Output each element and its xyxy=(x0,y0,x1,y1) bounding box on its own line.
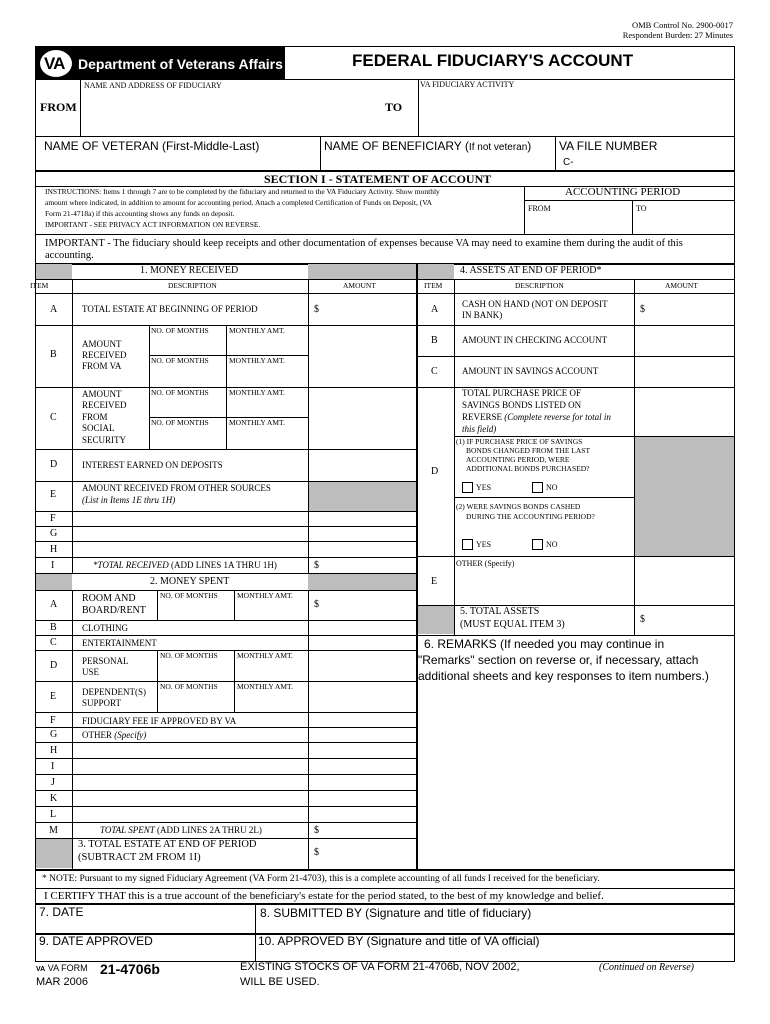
period-from-field[interactable] xyxy=(528,216,628,232)
fiduciary-agreement-note: * NOTE: Pursuant to my signed Fiduciary Agreement (VA Form 21-4703), this is a complete accounting of all funds I received for the beneficiary. xyxy=(42,874,600,884)
approved-by-signature-field[interactable] xyxy=(260,948,730,960)
beneficiary-name-label: NAME OF BENEFICIARY (If not veteran) xyxy=(324,139,532,153)
spent-item-a-desc-1: ROOM AND xyxy=(82,593,136,604)
spent-a-monthly-label: MONTHLY AMT. xyxy=(237,591,293,600)
bonds-question-1-line-2: BONDS CHANGED FROM THE LAST xyxy=(466,446,591,455)
received-c-monthly-label-1: MONTHLY AMT. xyxy=(229,388,285,397)
received-b-monthly-label-1: MONTHLY AMT. xyxy=(229,326,285,335)
received-item-e-desc-2: (List in Items 1E thru 1H) xyxy=(82,495,176,505)
spent-item-a-letter: A xyxy=(50,599,58,610)
agency-name: Department of Veterans Affairs xyxy=(78,56,283,72)
money-spent-title: 2. MONEY SPENT xyxy=(150,576,230,587)
spent-item-b-letter: B xyxy=(50,622,57,633)
spent-item-e-desc-1: DEPENDENT(S) xyxy=(82,687,146,697)
spent-item-j-amount-field[interactable] xyxy=(311,775,414,789)
total-estate-line-2: (SUBTRACT 2M FROM 1I) xyxy=(78,852,201,863)
submitted-by-label: 8. SUBMITTED BY (Signature and title of fiduciary) xyxy=(260,906,532,920)
spent-d-monthly-label: MONTHLY AMT. xyxy=(237,651,293,660)
existing-stocks-line-2: WILL BE USED. xyxy=(240,976,320,988)
remarks-label-line-3: additional sheets and key responses to item numbers.) xyxy=(418,669,709,683)
received-item-g-amount-field[interactable] xyxy=(311,527,414,540)
veteran-name-field[interactable] xyxy=(40,154,315,168)
bonds-question-1-line-3: ACCOUNTING PERIOD, WERE xyxy=(466,455,570,464)
assets-amount-header: AMOUNT xyxy=(665,281,698,290)
received-item-a-dollar: $ xyxy=(314,304,319,315)
spent-item-h-letter: H xyxy=(50,745,58,756)
spent-item-d-desc-2: USE xyxy=(82,667,100,677)
important-note-line-2: accounting. xyxy=(45,250,94,261)
received-item-c-desc-4: SOCIAL xyxy=(82,423,115,433)
form-number: 21-4706b xyxy=(100,961,160,977)
received-item-h-letter: H xyxy=(50,544,58,555)
from-label: FROM xyxy=(40,100,77,114)
spent-item-h-description-field[interactable] xyxy=(75,743,305,757)
spent-item-i-amount-field[interactable] xyxy=(311,759,414,773)
spent-item-i-letter: I xyxy=(51,761,55,772)
bonds-cashed-no-label: NO xyxy=(546,540,558,549)
spent-item-g-description: OTHER (Specify) xyxy=(82,730,147,740)
total-assets-dollar: $ xyxy=(640,614,645,625)
beneficiary-name-field[interactable] xyxy=(324,154,552,168)
total-assets-amount-field[interactable] xyxy=(650,608,730,633)
bonds-purchased-no-checkbox[interactable] xyxy=(532,482,543,493)
received-b-monthly-label-2: MONTHLY AMT. xyxy=(229,356,285,365)
date-approved-field[interactable] xyxy=(40,948,250,960)
bonds-question-1-line-1: (1) IF PURCHASE PRICE OF SAVINGS xyxy=(456,437,583,446)
received-item-h-description-field[interactable] xyxy=(75,542,305,555)
bonds-cashed-no-checkbox[interactable] xyxy=(532,539,543,550)
received-item-d-letter: D xyxy=(50,459,58,470)
assets-item-c-description: AMOUNT IN SAVINGS ACCOUNT xyxy=(462,366,599,376)
spent-item-l-letter: L xyxy=(50,809,57,820)
received-item-i-description: *TOTAL RECEIVED (ADD LINES 1A THRU 1H) xyxy=(93,560,277,570)
va-logo-text: VA xyxy=(44,54,65,73)
spent-item-c-description: ENTERTAINMENT xyxy=(82,638,157,648)
existing-stocks-line-1: EXISTING STOCKS OF VA FORM 21-4706b, NOV 2002, xyxy=(240,961,520,973)
spent-a-months-label: NO. OF MONTHS xyxy=(160,591,218,600)
spent-item-l-description-field[interactable] xyxy=(75,807,305,821)
assets-item-b-letter: B xyxy=(431,335,438,346)
total-estate-dollar: $ xyxy=(314,847,319,858)
spent-d-months-label: NO. OF MONTHS xyxy=(160,651,218,660)
file-number-prefix: C- xyxy=(563,157,574,168)
section-1-title: SECTION I - STATEMENT OF ACCOUNT xyxy=(264,172,492,186)
form-title: FEDERAL FIDUCIARY'S ACCOUNT xyxy=(352,51,634,70)
assets-item-e-description: OTHER (Specify) xyxy=(456,559,515,568)
period-from-label: FROM xyxy=(528,204,551,213)
money-received-item-header: ITEM xyxy=(30,281,49,290)
spent-item-i-description-field[interactable] xyxy=(75,759,305,773)
continued-on-reverse: (Continued on Reverse) xyxy=(599,962,694,973)
assets-item-d-letter: D xyxy=(431,466,439,477)
spent-item-h-amount-field[interactable] xyxy=(311,743,414,757)
instructions-line-3: Form 21-4718a) if this accounting shows any funds on deposit. xyxy=(45,209,235,218)
agency-banner xyxy=(36,47,285,80)
received-item-c-letter: C xyxy=(50,412,57,423)
spent-item-f-amount-field[interactable] xyxy=(311,713,414,726)
received-item-b-desc-1: AMOUNT xyxy=(82,339,122,349)
spent-item-g-amount-field[interactable] xyxy=(311,728,414,741)
spent-item-b-description: CLOTHING xyxy=(82,623,128,633)
received-b-months-label-2: NO. OF MONTHS xyxy=(151,356,209,365)
received-item-e-letter: E xyxy=(50,489,57,500)
va-file-number-label: VA FILE NUMBER xyxy=(559,139,658,153)
spent-item-m-description: TOTAL SPENT (ADD LINES 2A THRU 2L) xyxy=(100,825,262,835)
received-item-b-letter: B xyxy=(50,349,57,360)
spent-e-monthly-label: MONTHLY AMT. xyxy=(237,682,293,691)
received-item-a-letter: A xyxy=(50,304,58,315)
received-item-b-desc-3: FROM VA xyxy=(82,361,122,371)
spent-item-k-amount-field[interactable] xyxy=(311,791,414,805)
va-logo xyxy=(40,50,72,77)
received-item-e-desc-1: AMOUNT RECEIVED FROM OTHER SOURCES xyxy=(82,483,271,493)
va-fiduciary-activity-field[interactable] xyxy=(420,92,730,132)
spent-item-a-desc-2: BOARD/RENT xyxy=(82,605,146,616)
bonds-cashed-yes-label: YES xyxy=(476,540,492,549)
instructions-line-4: IMPORTANT - SEE PRIVACY ACT INFORMATION ON REVERSE. xyxy=(45,220,261,229)
spent-item-b-amount-field[interactable] xyxy=(311,621,414,634)
va-file-number-field[interactable] xyxy=(576,155,726,169)
assets-item-e-letter: E xyxy=(431,576,438,587)
date-label: 7. DATE xyxy=(39,905,84,919)
assets-item-d-desc-4: this field) xyxy=(462,424,497,434)
assets-item-a-letter: A xyxy=(431,304,439,315)
spent-e-months-label: NO. OF MONTHS xyxy=(160,682,218,691)
va-form-label: VA VA FORM xyxy=(36,963,88,973)
received-item-h-amount-field[interactable] xyxy=(311,542,414,555)
spent-item-j-letter: J xyxy=(51,777,55,788)
assets-title: 4. ASSETS AT END OF PERIOD* xyxy=(460,265,602,276)
spent-item-d-desc-1: PERSONAL xyxy=(82,656,129,666)
total-estate-line-1: 3. TOTAL ESTATE AT END OF PERIOD xyxy=(78,839,257,850)
received-item-f-letter: F xyxy=(50,513,56,524)
bonds-cashed-yes-checkbox[interactable] xyxy=(462,539,473,550)
spent-item-k-description-field[interactable] xyxy=(75,791,305,805)
received-item-d-amount-field[interactable] xyxy=(312,452,412,478)
received-item-g-description-field[interactable] xyxy=(75,527,305,540)
assets-item-header: ITEM xyxy=(424,281,443,290)
received-item-c-desc-3: FROM xyxy=(82,412,108,422)
spent-item-f-letter: F xyxy=(50,715,56,726)
spent-item-d-letter: D xyxy=(50,660,58,671)
period-to-label: TO xyxy=(636,204,647,213)
remarks-field[interactable] xyxy=(420,688,730,866)
total-assets-line-1: 5. TOTAL ASSETS xyxy=(460,606,540,617)
bonds-question-2-line-1: (2) WERE SAVINGS BONDS CASHED xyxy=(456,502,581,511)
received-item-b-desc-2: RECEIVED xyxy=(82,350,127,360)
assets-item-e-amount-field[interactable] xyxy=(638,560,730,602)
spent-item-e-amount-field[interactable] xyxy=(311,683,414,710)
received-c-months-label-2: NO. OF MONTHS xyxy=(151,418,209,427)
assets-item-b-description: AMOUNT IN CHECKING ACCOUNT xyxy=(462,335,608,345)
instructions-line-1: INSTRUCTIONS: Items 1 through 7 are to be completed by the fiduciary and returned to the VA Fiduciary Activity. Show monthly xyxy=(45,187,440,196)
received-item-g-letter: G xyxy=(50,528,58,539)
received-item-a-amount-field[interactable] xyxy=(324,298,412,322)
received-item-c-desc-2: RECEIVED xyxy=(82,400,127,410)
assets-item-a-dollar: $ xyxy=(640,304,645,315)
received-item-b-amount-field[interactable] xyxy=(312,330,412,384)
respondent-burden: Respondent Burden: 27 Minutes xyxy=(622,30,733,40)
important-note-line-1: IMPORTANT - The fiduciary should keep receipts and other documentation of expenses because VA may need to examine them during the audit of this xyxy=(45,238,683,249)
bonds-question-2-line-2: DURING THE ACCOUNTING PERIOD? xyxy=(466,512,595,521)
money-received-description-header: DESCRIPTION xyxy=(168,281,217,290)
bonds-purchased-yes-checkbox[interactable] xyxy=(462,482,473,493)
spent-item-f-description: FIDUCIARY FEE IF APPROVED BY VA xyxy=(82,716,237,726)
total-estate-amount-field[interactable] xyxy=(324,841,412,867)
veteran-name-label: NAME OF VETERAN (First-Middle-Last) xyxy=(44,139,260,153)
spent-item-a-amount-field[interactable] xyxy=(324,592,412,618)
spent-item-g-letter: G xyxy=(50,729,58,740)
received-item-i-dollar: $ xyxy=(314,560,319,571)
assets-item-d-amount-field[interactable] xyxy=(638,390,730,434)
assets-description-header: DESCRIPTION xyxy=(515,281,564,290)
approved-by-label: 10. APPROVED BY (Signature and title of VA official) xyxy=(258,934,540,948)
received-item-c-amount-field[interactable] xyxy=(312,392,412,446)
date-field[interactable] xyxy=(40,919,250,931)
assets-item-a-desc-1: CASH ON HAND (NOT ON DEPOSIT xyxy=(462,299,608,309)
spent-item-c-letter: C xyxy=(50,637,57,648)
assets-item-d-desc-2: SAVINGS BONDS LISTED ON xyxy=(462,400,582,410)
instructions-line-2: amount where indicated, in addition to amount for accounting period. Attach a completed Certification of Funds on Deposit, (VA xyxy=(45,198,433,207)
received-item-f-amount-field[interactable] xyxy=(311,512,414,525)
to-label: TO xyxy=(385,100,403,114)
remarks-label-line-2: "Remarks" section on reverse or, if necessary, attach xyxy=(418,653,699,667)
form-date: MAR 2006 xyxy=(36,976,88,988)
period-to-field[interactable] xyxy=(636,216,731,232)
remarks-label-line-1: 6. REMARKS (If needed you may continue in xyxy=(424,637,665,651)
date-approved-label: 9. DATE APPROVED xyxy=(39,934,153,948)
spent-item-m-letter: M xyxy=(49,825,58,836)
received-item-c-desc-5: SECURITY xyxy=(82,435,127,445)
received-item-c-desc-1: AMOUNT xyxy=(82,389,122,399)
omb-control-number: OMB Control No. 2900-0017 xyxy=(631,20,733,30)
submitted-by-signature-field[interactable] xyxy=(260,920,730,932)
spent-item-e-letter: E xyxy=(50,691,57,702)
fiduciary-name-address-field[interactable] xyxy=(82,93,372,133)
certification-statement: I CERTIFY THAT this is a true account of the beneficiary's estate for the period stated, to the best of my knowledge and belief. xyxy=(44,890,604,902)
spent-item-d-amount-field[interactable] xyxy=(311,652,414,679)
spent-item-e-desc-2: SUPPORT xyxy=(82,698,121,708)
spent-item-c-amount-field[interactable] xyxy=(311,636,414,649)
received-c-monthly-label-2: MONTHLY AMT. xyxy=(229,418,285,427)
money-received-amount-header: AMOUNT xyxy=(343,281,376,290)
bonds-purchased-yes-label: YES xyxy=(476,483,492,492)
assets-item-b-amount-field[interactable] xyxy=(638,328,730,354)
assets-item-d-desc-3: REVERSE (Complete reverse for total in xyxy=(462,412,611,422)
received-item-f-description-field[interactable] xyxy=(75,512,305,525)
assets-item-d-desc-1: TOTAL PURCHASE PRICE OF xyxy=(462,388,582,398)
received-item-i-letter: I xyxy=(51,560,55,571)
spent-item-m-dollar: $ xyxy=(314,825,319,836)
spent-item-l-amount-field[interactable] xyxy=(311,807,414,821)
assets-item-c-letter: C xyxy=(431,366,438,377)
spent-item-a-dollar: $ xyxy=(314,599,319,610)
spent-item-k-letter: K xyxy=(50,793,58,804)
spent-item-m-amount-field[interactable] xyxy=(324,823,412,837)
assets-item-a-desc-2: IN BANK) xyxy=(462,310,503,320)
bonds-purchased-no-label: NO xyxy=(546,483,558,492)
money-received-title: 1. MONEY RECEIVED xyxy=(140,265,239,276)
accounting-period-label: ACCOUNTING PERIOD xyxy=(565,186,681,198)
assets-item-c-amount-field[interactable] xyxy=(638,359,730,385)
spent-item-j-description-field[interactable] xyxy=(75,775,305,789)
assets-item-a-amount-field[interactable] xyxy=(650,297,730,323)
received-b-months-label-1: NO. OF MONTHS xyxy=(151,326,209,335)
fiduciary-name-address-label: NAME AND ADDRESS OF FIDUCIARY xyxy=(84,81,222,90)
assets-other-specify-field[interactable] xyxy=(458,571,630,601)
received-item-d-description: INTEREST EARNED ON DEPOSITS xyxy=(82,460,223,470)
bonds-question-1-line-4: ADDITIONAL BONDS PURCHASED? xyxy=(466,464,590,473)
received-c-months-label-1: NO. OF MONTHS xyxy=(151,388,209,397)
received-item-a-description: TOTAL ESTATE AT BEGINNING OF PERIOD xyxy=(82,304,258,314)
total-assets-line-2: (MUST EQUAL ITEM 3) xyxy=(460,619,565,630)
va-fiduciary-activity-label: VA FIDUCIARY ACTIVITY xyxy=(420,80,515,89)
received-item-i-amount-field[interactable] xyxy=(324,558,412,572)
